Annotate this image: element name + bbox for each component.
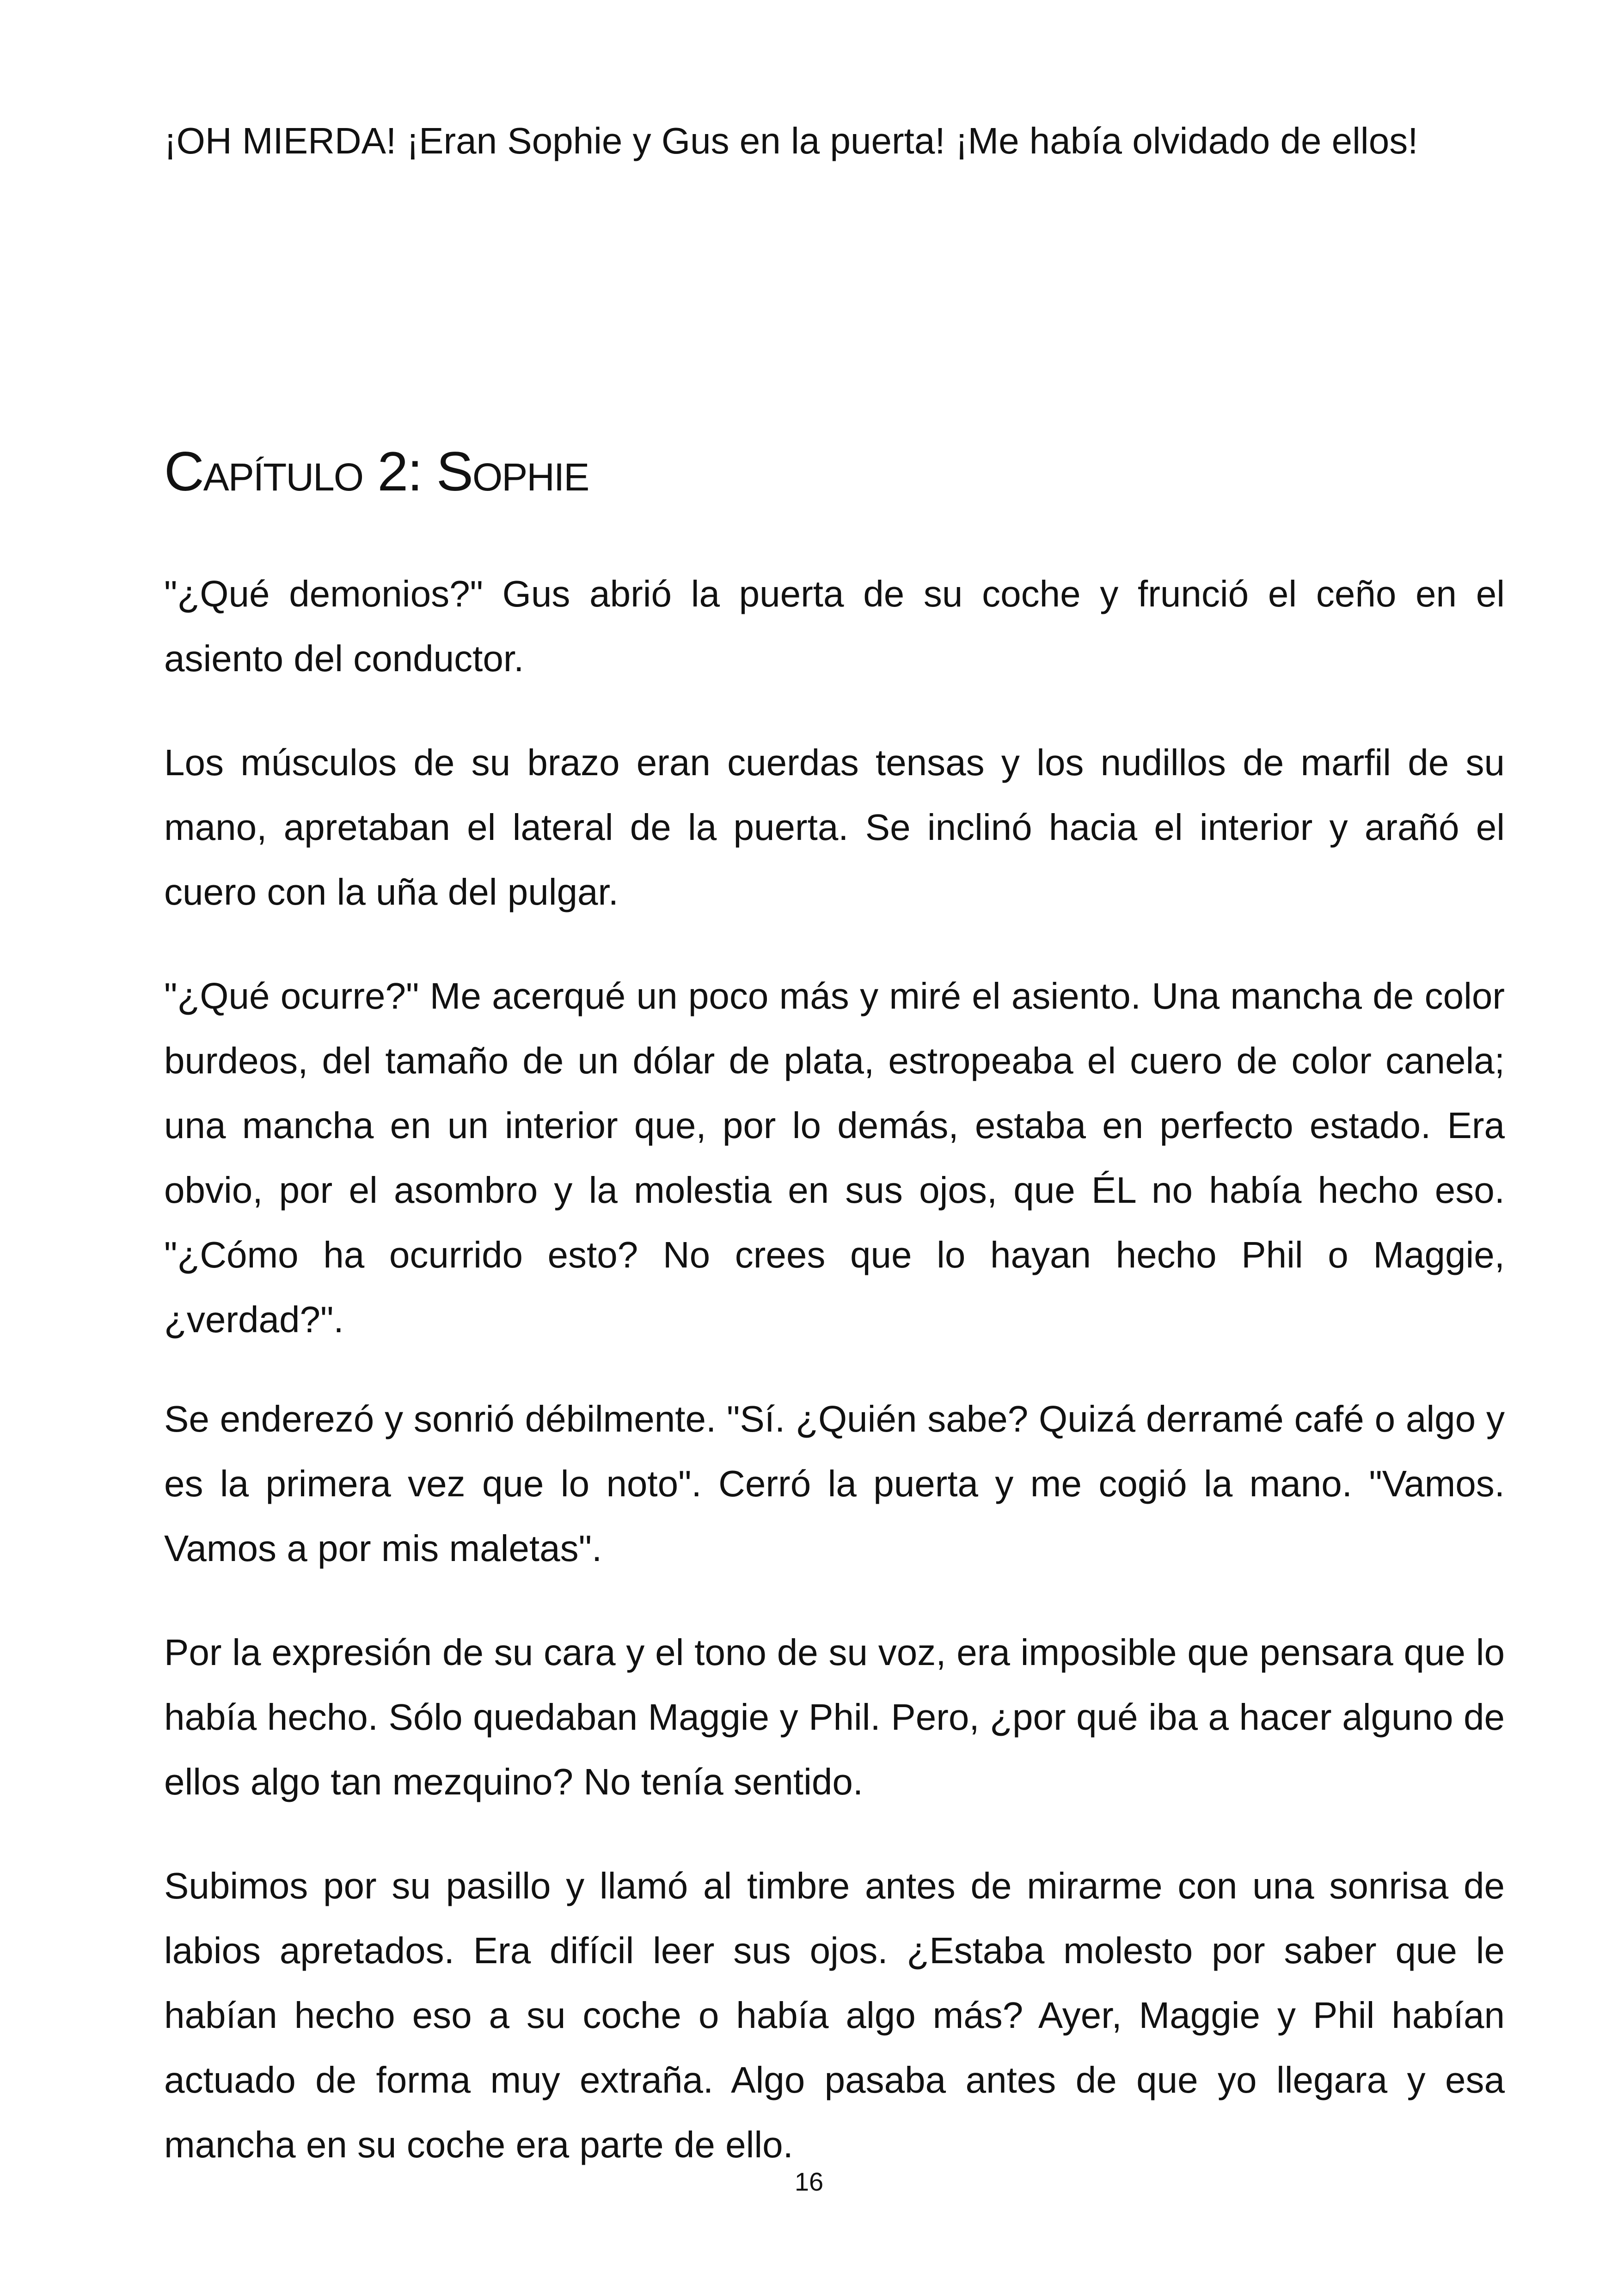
paragraph-5: Por la expresión de su cara y el tono de su voz, era imposible que pensara que lo había hecho. Sólo quedaban Maggie y Phil. Pero, ¿por qué iba a hacer alguno de ellos algo tan mezquino? No tenía sentido. xyxy=(164,1632,1505,1802)
intro-paragraph: ¡OH MIERDA! ¡Eran Sophie y Gus en la puerta! ¡Me había olvidado de ellos! xyxy=(164,120,1418,161)
paragraph-4: Se enderezó y sonrió débilmente. "Sí. ¿Quién sabe? Quizá derramé café o algo y es la primera vez que lo noto". Cerró la puerta y me cogió la mano. "Vamos. Vamos a por mis maletas". xyxy=(164,1398,1505,1569)
paragraph-2: Los músculos de su brazo eran cuerdas tensas y los nudillos de marfil de su mano, apretaban el lateral de la puerta. Se inclinó hacia el interior y arañó el cuero con la uña del pulgar. xyxy=(164,742,1505,912)
paragraph-1: "¿Qué demonios?" Gus abrió la puerta de su coche y frunció el ceño en el asiento del conductor. xyxy=(164,573,1505,679)
chapter-title: Capítulo 2: Sophie xyxy=(164,441,589,502)
page-number: 16 xyxy=(794,2167,824,2196)
paragraph-6: Subimos por su pasillo y llamó al timbre antes de mirarme con una sonrisa de labios apretados. Era difícil leer sus ojos. ¿Estaba molesto por saber que le habían hecho eso a su coche o había algo más? Ayer, Maggie y Phil habían actuado de forma muy extraña. Algo pasaba antes de que yo llegara y esa mancha en su coche era parte de ello. xyxy=(164,1865,1505,2165)
paragraph-3: "¿Qué ocurre?" Me acerqué un poco más y miré el asiento. Una mancha de color burdeos, del tamaño de un dólar de plata, estropeaba el cuero de color canela; una mancha en un interior que, por lo demás, estaba en perfecto estado. Era obvio, por el asombro y la molestia en sus ojos, que ÉL no había hecho eso. "¿Cómo ha ocurrido esto? No crees que lo hayan hecho Phil o Maggie, ¿verdad?". xyxy=(164,975,1505,1340)
